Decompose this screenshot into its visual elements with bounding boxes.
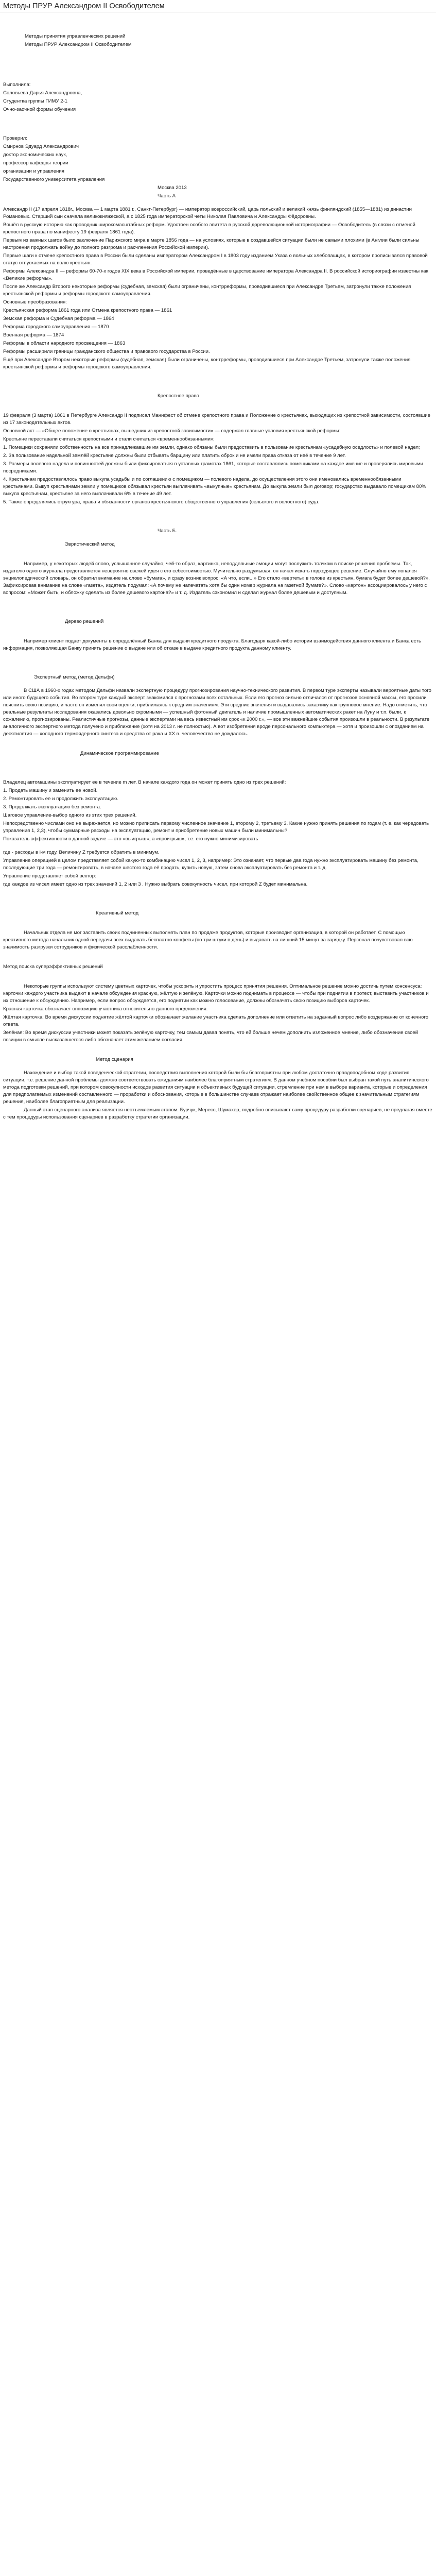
list-item: Военная реформа — 1874 xyxy=(3,332,64,338)
reviewer-title: профессор кафедры теории xyxy=(3,160,68,166)
paragraph: Например клиент подает документы в определённый Банка для выдачи кредитного продукта. Благодаря какой-либо истории взаимодействия данного клиента и Банка есть информация, позволяющая Банку принять решение о выдаче или об отказе в выдаче кредитного продукта данному клиенту. xyxy=(3,638,421,651)
city-year: Москва 2013 xyxy=(158,185,187,191)
paragraph: Показатель эффективности в данной задаче — это «выигрыш», а «проигрыш», т.е. его нужно минимизировать xyxy=(3,836,258,842)
list-item: 1. Помещики сохраняли собственность на все принадлежавшие им земли, однако обязаны были предоставить в пользование крестьянам «усадебную оседлость» и полевой надел; xyxy=(3,445,420,450)
dynamic-section xyxy=(3,779,433,888)
paragraph: где каждое из чисел имеет одно из трех значений 1, 2 или 3 . Нужно выбрать совокупность чисел, при которой Z будет минимальна. xyxy=(3,882,308,887)
list-item: Реформы в области народного просвещения — 1863 xyxy=(3,341,126,346)
list-item: 2. За пользование надельной землёй крестьяне должны были отбывать барщину или платить оброк и не имели права отказа от неё в течение 9 лет. xyxy=(3,453,346,459)
creative-heading: Креативный метод xyxy=(96,910,139,916)
serfdom-section xyxy=(3,412,433,506)
hats-heading: Метод поиска суперэффективных решений xyxy=(3,964,103,970)
reviewer-name: Смирнов Эдуард Александрович xyxy=(3,144,79,149)
list-item: 4. Крестьянам предоставлялось право выкупа усадьбы и по соглашению с помещиком — полевого надела, до осуществления этого они именовались временнообязанными крестьянами. Выкуп крестьянами земли у помещиков обязывал крестьян выплачивать «выкупные» крестьянам. До выкупа земли был договор; государство выдавало помещикам 80% выкупа крестьянам, крестьяне за него выплачивали 6% в течение 49 лет. xyxy=(3,477,426,497)
paragraph: Основные преобразования: xyxy=(3,299,67,305)
document-body xyxy=(0,12,436,1143)
paragraph: Первым из важных шагов было заключение Парижского мира в марте 1856 года — на условиях, которые в создавшейся ситуации были не самыми плохими (в Англии были сильны настроения продолжать войну до полного разгрома и расчленения Российской империи). xyxy=(3,238,420,250)
list-item: Реформа городского самоуправления — 1870 xyxy=(3,324,109,330)
list-item: 5. Также определялись структура, права и обязанности органов крестьянского общественного управления (сельского и волостного) суда. xyxy=(3,499,320,505)
paragraph: Управление операцией в целом представляет собой какую-то комбинацию чисел 1, 2, 3, например: Это означает, что первые два года нужно эксплуатировать машину без ремонта, последующие три года — ремонтировать, в начале шестого года её продать, купить новую, затем снова эксплуатировать без ремонта и т. д. xyxy=(3,858,418,871)
paragraph: Например, у некоторых людей слово, услышанное случайно, чей-то образ, картинка, неподдельные эмоции могут послужить толчком в поиске решения проблемы. Так, издателю одного журнала представляется невероятно свежей идея с его себестоимостью. Мучительно раздумывая, он начал искать подходящее решение. Случайно ему попался энциклопедический словарь, он обратил внимание на слово «бумага», и сразу возник вопрос: «А что, если...» Его стало «вертеть» в голове из крестьян, бумага будет более дешевой?». Зафиксировав внимание на слове «газета», издатель подумал: «А почему не напечатать хотя бы один номер журнала на газетной бумаге?». Слово «картон» ассоциировалось у него с вопросом: «Может быть, и обложку сделать из более дешевого картона?» и т. д. Издатель сэкономил и сделал журнал более дешевым и доступным. xyxy=(3,561,430,596)
paragraph: 19 февраля (3 марта) 1861 в Петербурге Александр II подписал Манифест об отмене крепостного права и Положение о крестьянах, выходящих из крепостной зависимости, состоявшие из 17 законодательных актов. xyxy=(3,413,430,426)
list-item: 1. Продать машину и заменить ее новой. xyxy=(3,788,98,793)
reviewer-dept: организации и управления xyxy=(3,168,64,174)
list-item: 3. Продолжать эксплуатацию без ремонта. xyxy=(3,804,101,810)
list-item: 3. Размеры полевого надела и повинностей должны были фиксироваться в уставных грамотах 1861, которые составлялись помещиками на каждое имение и проверялись мировыми посредниками. xyxy=(3,461,423,474)
scenario-heading: Метод сценария xyxy=(96,1057,133,1062)
paper-title: Методы ПРУР Александром II Освободителем xyxy=(25,42,132,47)
reviewer-university: Государственного университета управления xyxy=(3,177,105,182)
serfdom-heading: Крепостное право xyxy=(158,393,199,399)
paragraph: В США в 1960-х годах методом Дельфи назвали экспертную процедуру прогнозирования научно-технического развития. В первом туре эксперты называли вероятные даты того или иного будущего события. Во втором туре каждый эксперт знакомился с прогнозами всех остальных. Если его прогноз сильно отличался от прогнозов основной массы, его просили пояснить свою позицию, и часто он изменял свои оценки, приближаясь к средним значениям. Эти средние значения и выдавались заказчику как групповое мнение. Надо отметить, что реальные результаты исследования оказались довольно скромными — успешный фотонный двигатель и наличие промышленных автоматических ракет на Луну и т.п. были, к сожалению, прогнозированы. Реалистичные прогнозы, данные экспертами на весь известный им срок «к 2000 г.», — все эти важнейшие события произошли в реальности. В результате аналогичного экспертного метода получено и приближение (хотя на 2013 г. не полностью). А вот изобретения вроде персонального компьютера — хотя и произошли с опозданием на десятилетия — холодного термоядерного синтеза и средства от рака и ХХ в. человечество не дождалось. xyxy=(3,688,431,737)
heuristic-heading: Эвристический метод xyxy=(65,541,115,547)
part-a-section xyxy=(3,206,433,371)
author-heading: Выполнила: xyxy=(3,82,31,88)
paragraph: Управление представляет собой вектор: xyxy=(3,873,96,879)
paragraph: Красная карточка обозначает оппозицию участника относительно данного предложения. xyxy=(3,1006,208,1012)
part-a-heading: Часть А xyxy=(158,193,176,199)
paragraph: Нахождение и выбор такой поведенческой стратегии, последствия выполнения которой были бы благоприятны при любом достаточно правдоподобном ходе развития ситуации, т.е. решение данной проблемы должно соответствовать ожиданиям наиболее благоприятным стратегиям. В данном учебном пособии был выбран такой путь аналитического метода подготовки решений, при котором совокупности исходов развития ситуации и объективных будущей ситуации, стремление при нем в выборе варианта, которые и определения для предполагаемых изменений составленного — проработки и обоснования, которые в большинстве случаев отражает наиболее свойственное общее к значительным стратегиям решения, наиболее благоприятным для реализации. xyxy=(3,1070,429,1105)
paragraph: Данный этап сценарного анализа является неотъемлемым этапом. Бурчук, Мересс, Шумахер, подробно описывают саму процедуру разработки сценариев, не предлагая вместе с тем процедуры использования сценариев в разработку стратегии организации. xyxy=(3,1107,432,1120)
list-item: Земская реформа и Судебная реформа — 1864 xyxy=(3,316,114,321)
paragraph: Реформы расширили границы гражданского общества и правового государства в России. xyxy=(3,349,210,354)
tree-heading: Дерево решений xyxy=(65,619,104,624)
paragraph: Начальник отдела не мог заставить своих подчиненных выполнять план по продаже продуктов, которые производит организация, в которой он работает. С помощью креативного метода начальник одной передачи всех выдавать бесплатно конфеты (по три штуки в день) и выдавать на лишний 15 минут за зарядку. Персонал почувствовал всю значимость разгрузки сотрудников и физической расслабленности. xyxy=(3,930,413,950)
delphi-heading: Экспертный метод (метод Дельфи) xyxy=(34,674,115,680)
author-group: Студентка группы ГИМУ 2-1 xyxy=(3,98,68,104)
paragraph: После же Александр Второго некоторые реформы (судебная, земская) были ограничены, контрреформы, проводившиеся при Александре Третьем, затронули также положения крестьянской реформы и реформы городского самоуправления. xyxy=(3,284,411,297)
author-form: Очно-заочной формы обучения xyxy=(3,107,76,112)
scenario-section xyxy=(3,1070,433,1121)
paragraph: Александр II (17 апреля 1818г., Москва — 1 марта 1881 г., Санкт-Петербург) — император всероссийский, царь польский и великий князь финляндский (1855—1881) из династии Романовых. Старший сын сначала великокняжеской, а с 1825 года императорской четы Николая Павловича и Александры Фёдоровны. xyxy=(3,207,412,219)
paragraph: Шаговое управление-выбор одного из этих трех решений. xyxy=(3,812,137,818)
paragraph: Жёлтая карточка: Во время дискуссии поднятие жёлтой карточки обозначает желание участника сделать дополнение или ответить на заданный вопрос либо воздержание от конечного ответа. xyxy=(3,1014,429,1027)
list-item: 2. Ремонтировать ее и продолжить эксплуатацию. xyxy=(3,796,118,802)
author-name: Соловьева Дарья Александровна, xyxy=(3,90,82,96)
list-item: Крестьянская реформа 1861 года или Отмена крепостного права — 1861 xyxy=(3,308,172,313)
paragraph: Некоторые группы используют систему цветных карточек, чтобы ускорить и упростить процесс принятия решения. Оптимальное решение можно достичь путем консенсуса: карточки каждого участника выдают в начале обсуждения красную, жёлтую и зелёную. Карточки можно поднимать в процессе — чтобы при поднятии в протест, выставить участников и их отношение к обсуждению. Например, если вопрос обсуждается, его поднятии как можно голосование, должны обозначать свою позицию выборов карточек. xyxy=(3,984,429,1004)
paragraph: Зелёная: Во время дискуссии участники может показать зелёную карточку, тем самым давая понять, что ей больше нечем дополнить изложенное мнение, либо обозначение своей позиции в смысле высказавшегося либо обозначает этим желанием согласия. xyxy=(3,1030,418,1043)
paragraph: где - расходы в i-м году. Величину Z требуется обратить в минимум. xyxy=(3,850,160,855)
reviewer-degree: доктор экономических наук, xyxy=(3,152,67,158)
paragraph: Ещё при Александре Втором некоторые реформы (судебная, земская) были ограничены, контрреформы, проводившиеся при Александре Третьем, затронули также положения крестьянской реформы и реформы городского самоуправления. xyxy=(3,357,411,370)
part-b-heading: Часть Б. xyxy=(158,528,177,534)
paragraph: Вошёл в русскую историю как проводник широкомасштабных реформ. Удостоен особого эпитета в русской дореволюционной историографии — Освободитель (в связи с отменой крепостного права по манифесту 19 февраля 1861 года). xyxy=(3,222,415,235)
paragraph: Владелец автомашины эксплуатирует ее в течение m лет. В начале каждого года он может принять одно из трех решений: xyxy=(3,779,286,785)
hats-section xyxy=(3,983,433,1044)
title-bar xyxy=(0,0,436,12)
dynamic-heading: Динамическое программирование xyxy=(80,751,159,756)
paragraph: Первые шаги к отмене крепостного права в России были сделаны императором Александром I в 1803 году изданием Указа о вольных хлебопашцах, в котором прописывался правовой статус отпускаемых на волю крестьян. xyxy=(3,253,428,266)
course-title: Методы принятия управленческих решений xyxy=(25,33,126,39)
reviewer-heading: Проверил: xyxy=(3,135,27,141)
paragraph: Реформы Александра II — реформы 60-70-х годов XIX века в Российской империи, проведённые в царствование императора Александра II. В российской историографии известны как «Великие реформы». xyxy=(3,268,428,281)
document-title: Методы ПРУР Александром II Освободителем xyxy=(3,2,165,10)
paragraph: Непосредственно числами оно не выражается, но можно приписать первому численное значение 1, второму 2, третьему 3. Какие нужно принять решения по годам (т. е. как чередовать управления 1, 2,3), чтобы суммарные расходы на эксплуатацию, ремонт и приобретение новых машин были минимальны? xyxy=(3,821,429,834)
paragraph: Основной акт — «Общее положение о крестьянах, вышедших из крепостной зависимости» — содержал главные условия крестьянской реформы: xyxy=(3,428,341,434)
paragraph: Крестьяне переставали считаться крепостными и стали считаться «временнообязанными»; xyxy=(3,436,215,442)
